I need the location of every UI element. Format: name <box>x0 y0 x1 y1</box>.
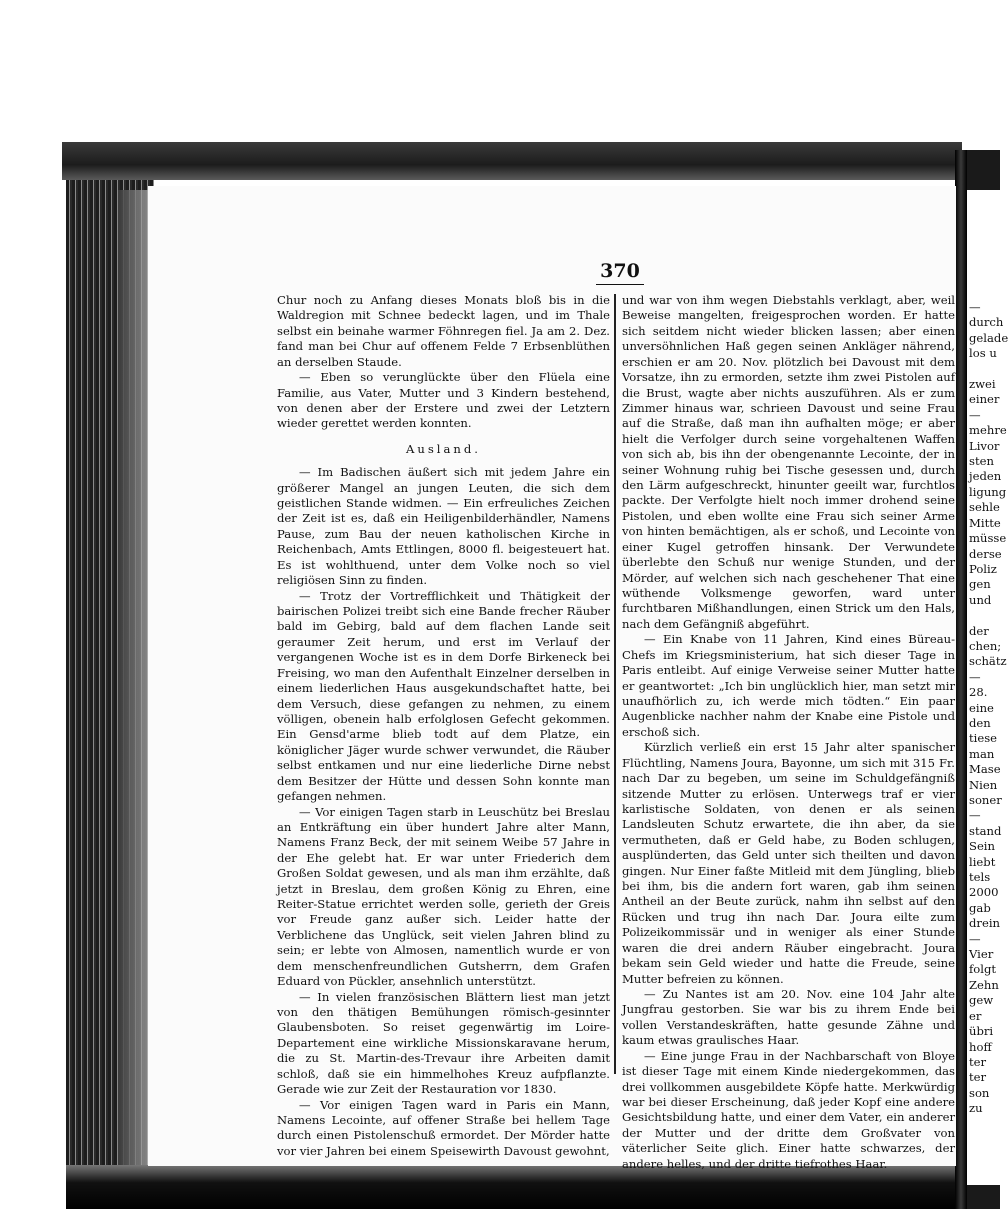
next-page-fragment: Poliz <box>969 561 997 576</box>
paragraph: — Vor einigen Tagen ward in Paris ein Mann, Namens Lecointe, auf offener Straße bei hellem Tage durch einen Pistolenschuß ermordet. Der Mörder hatte vor vier Jahren bei einem Speisewirth Davoust gewohnt, <box>277 1097 610 1158</box>
next-page-fragment: — <box>969 407 981 422</box>
next-page-fragment: und <box>969 592 992 607</box>
next-page-fragment: zwei <box>969 377 996 392</box>
paragraph: und war von ihm wegen Diebstahls verklagt, aber, weil Beweise mangelten, freigesprochen worden. Er hatte sich seitdem nicht wieder blicken lassen; aber einen unversöhnlichen Haß gegen seinen Ankläger nährend, erschien er am 20. Nov. plötzlich bei Davoust mit dem Vorsatze, ihn zu ermorden, setzte ihm zwei Pistolen auf die Brust, wagte aber nichts auszuführen. Als er zum Zimmer hinaus war, schrieen Davoust und seine Frau auf die Straße, daß man ihn aufhalten möge; er aber hielt die Verfolger durch seine vorgehaltenen Waffen von sich ab, bis ihn der obengenannte Lecointe, der in seiner Wohnung ruhig bei Tische gesessen und, durch den Lärm aufgeschreckt, hinunter geeilt war, furchtlos packte. Der Verfolgte hielt noch immer drohend seine Pistolen, und eben wollte eine Frau sich seiner Arme von hinten bemächtigen, als er schoß, und Lecointe von einer Kugel getroffen hinsank. Der Verwundete überlebte den Schuß nur wenige Stunden, und der Mörder, auf welchen sich nach geschehener That eine wüthende Volksmenge geworfen, ward unter furchtbaren Mißhandlungen, einen Strick um den Hals, nach dem Gefängniß abgeführt. <box>622 293 955 631</box>
next-page-fragment: Livor <box>969 438 1000 453</box>
next-page-fragment: er <box>969 1008 982 1023</box>
next-page-fragment <box>969 362 1000 377</box>
paragraph: — Zu Nantes ist am 20. Nov. eine 104 Jahr alte Jungfrau gestorben. Sie war bis zu ihrem Ende bei vollen Verstandeskräften, hatte gesunde Zähne und kaum etwas graulisches Haar. <box>622 986 955 1048</box>
next-page-fragment: tels <box>969 870 991 885</box>
next-page-fragment: — <box>969 931 981 946</box>
paragraph: — Vor einigen Tagen starb in Leuschütz bei Breslau an Entkräftung ein über hundert Jahre alter Mann, Namens Franz Beck, der mit seinem Weibe 57 Jahre in der Ehe gelebt hat. Er war unter Friederich dem Großen Soldat gewesen, und als man ihm erzählte, daß jetzt in Breslau, dem großen König zu Ehren, eine Reiter-Statue errichtet werden solle, gerieth der Greis vor Freude ganz außer sich. Leider hatte der Verblichene das Unglück, seit vielen Jahren blind zu sein; er lebte von Almosen, namentlich wurde er von dem menschenfreundlichen Gutsherrn, dem Grafen Eduard von Pückler, ansehnlich unterstützt. <box>277 804 610 989</box>
next-page-fragment: ter <box>969 1054 987 1069</box>
book-spine <box>955 150 967 1209</box>
next-page-fragment: einer <box>969 392 1000 407</box>
next-page-fragment: soner <box>969 793 1002 807</box>
next-page-fragment: drein <box>969 916 1000 931</box>
next-page-fragment: derse <box>969 546 1002 561</box>
next-page-fragment: stand <box>969 823 1002 838</box>
next-page-fragment: müsse <box>969 531 1007 546</box>
paragraph: Kürzlich verließ ein erst 15 Jahr alter spanischer Flüchtling, Namens Joura, Bayonne, um sich mit 315 Fr. nach Dar zu begeben, um seine im Schuldgefängniß sitzende Mutter zu erlösen. Unterwegs traf er vier karlistische Soldaten, von denen er als seinen Landsleuten Schutz erwartete, die ihn aber, da sie vermutheten, daß er Geld habe, zu Boden schlugen, ausplünderten, das Geld unter sich theilten und davon gingen. Nur Einer faßte Mitleid mit dem Jüngling, blieb bei ihm, bis die andern fort waren, gab ihm seinen Antheil an der Beute zurück, nahm ihn selbst auf den Rücken und trug ihn nach Dar. Joura eilte zum Polizeikommissär und in weniger als einer Stunde waren die drei andern Räuber eingebracht. Joura bekam sein Geld wieder und hatte die Freude, seine Mutter befreien zu können. <box>622 740 955 986</box>
next-page-fragment: son <box>969 1085 990 1100</box>
next-page-fragment: Mase <box>969 762 1001 777</box>
page-number: 370 <box>596 260 644 285</box>
next-page-fragment: — <box>969 808 981 823</box>
next-page-fragment: zu <box>969 1101 983 1116</box>
paragraph: — In vielen französischen Blättern liest man jetzt von den thätigen Bemühungen römisch-gesinnter Glaubensboten. So reiset gegenwärtig im Loire-Departement eine wirkliche Missionskaravane herum, die zu St. Martin-des-Trevaur ihre Arbeiten damit schloß, daß sie ein himmelhohes Kreuz aufpflanzte. Gerade wie zur Zeit der Restauration vor 1830. <box>277 989 610 1097</box>
paragraph: — Trotz der Vortrefflichkeit und Thätigkeit der bairischen Polizei treibt sich eine Bande frecher Räuber bald im Gebirg, bald auf dem flachen Lande seit geraumer Zeit herum, und erst im Verlauf der vergangenen Woche ist es in dem Dorfe Birkeneck bei Freising, wo man den Aufenthalt Einzelner derselben in einem liederlichen Haus ausgekundschaftet hatte, bei dem Versuch, diese gefangen zu nehmen, zu einem völligen, obenein halb erfolglosen Gefecht gekommen. Ein Gensd'arme blieb todt auf dem Platze, ein königlicher Jäger wurde schwer verwundet, die Räuber selbst entkamen und nur eine liederliche Dirne nebst dem Besitzer der Hütte und dessen Sohn konnte man gefangen nehmen. <box>277 588 610 804</box>
next-page-fragment: Mitte <box>969 515 1001 530</box>
next-page-fragment: Sein <box>969 839 995 854</box>
next-page-top-shadow <box>967 150 1000 192</box>
next-page-fragment: gew <box>969 993 994 1008</box>
next-page-fragment: gen <box>969 577 991 592</box>
left-column <box>277 293 610 1159</box>
next-page-fragment: schätz <box>969 654 1007 669</box>
next-page-fragment: man <box>969 746 995 761</box>
scan-top-shadow <box>62 142 962 180</box>
next-page-fragment: Nien <box>969 777 998 792</box>
next-page-fragment: Zehn <box>969 977 999 992</box>
next-page-fragment: gelade <box>969 330 1008 345</box>
next-page-bottom-shadow <box>967 1185 1000 1209</box>
next-page-fragment: folgt <box>969 962 997 977</box>
next-page-fragment: liebt <box>969 854 996 869</box>
next-page-fragment: tiese <box>969 731 998 746</box>
next-page-fragment: ter <box>969 1070 987 1085</box>
section-heading: Ausland. <box>406 441 481 456</box>
next-page-fragment: chen; <box>969 638 1002 653</box>
next-page-fragment: jeden <box>969 469 1002 484</box>
next-page-fragment: sten <box>969 454 994 469</box>
next-page-fragment: den <box>969 715 991 730</box>
next-page-fragment: eine <box>969 700 994 715</box>
next-page-fragment: übri <box>969 1024 994 1039</box>
next-page-fragment: los u <box>969 346 997 361</box>
next-page-fragment: hoff <box>969 1039 992 1054</box>
paragraph: Chur noch zu Anfang dieses Monats bloß bis in die Waldregion mit Schnee bedeckt lagen, und im Thale selbst ein beinahe warmer Föhnregen fiel. Ja am 2. Dez. fand man bei Chur auf offenem Felde 7 Erbsenblüthen an derselben Staude. <box>277 293 610 369</box>
next-page-fragment: der <box>969 623 989 638</box>
next-page-fragment: gab <box>969 900 991 915</box>
next-page-fragment: 2000 <box>969 885 999 900</box>
paragraph: — Eine junge Frau in der Nachbarschaft von Bloye ist dieser Tage mit einem Kinde niedergekommen, das drei vollkommen ausgebildete Köpfe hatte. Merkwürdig war bei dieser Erscheinung, daß jeder Kopf eine andere Gesichtsbildung hatte, und einer dem Vater, ein anderer der Mutter und der dritte dem Großvater von väterlicher Seite glich. Einer hatte schwarzes, der andere helles, und der dritte tiefrothes Haar. <box>622 1048 955 1171</box>
next-page-fragment <box>969 608 1000 623</box>
next-page-fragment: — <box>969 669 981 684</box>
paragraph: — Ein Knabe von 11 Jahren, Kind eines Büreau-Chefs im Kriegsministerium, hat sich dieser Tage in Paris entleibt. Auf einige Verweise seiner Mutter hatte er geantwortet: „Ich bin unglücklich hier, man setzt mir unaufhörlich zu, ich werde mich tödten.“ Ein paar Augenblicke nachher nahm der Knabe eine Pistole und erschoß sich. <box>622 632 955 739</box>
next-page-fragment: ligung <box>969 484 1007 499</box>
next-page-text-fragments <box>969 300 1008 1117</box>
next-page-fragment: Vier <box>969 947 994 962</box>
next-page-fragment: 28. <box>969 685 988 700</box>
next-page-fragment: durch <box>969 315 1004 330</box>
next-page-fragment: — <box>969 300 981 314</box>
column-divider <box>614 294 616 1074</box>
next-page-fragment: sehle <box>969 500 1000 515</box>
next-page-fragment: mehre <box>969 423 1007 438</box>
paragraph: — Im Badischen äußert sich mit jedem Jahre ein größerer Mangel an jungen Leuten, die sich dem geistlichen Stande widmen. — Ein erfreuliches Zeichen der Zeit ist es, daß ein Heiligenbilderhändler, Namens Pause, zum Bau der neuen katholischen Kirche in Reichenbach, Amts Ettlingen, 8000 fl. beigesteuert hat. Es ist wohlthuend, unter dem Volke noch so viel religiösen Sinn zu finden. <box>277 465 610 588</box>
paragraph: — Eben so verunglückte über den Flüela eine Familie, aus Vater, Mutter und 3 Kindern bestehend, von denen aber der Erstere und zwei der Letztern wieder gerettet werden konnten. <box>277 370 610 431</box>
right-column <box>622 293 955 1172</box>
